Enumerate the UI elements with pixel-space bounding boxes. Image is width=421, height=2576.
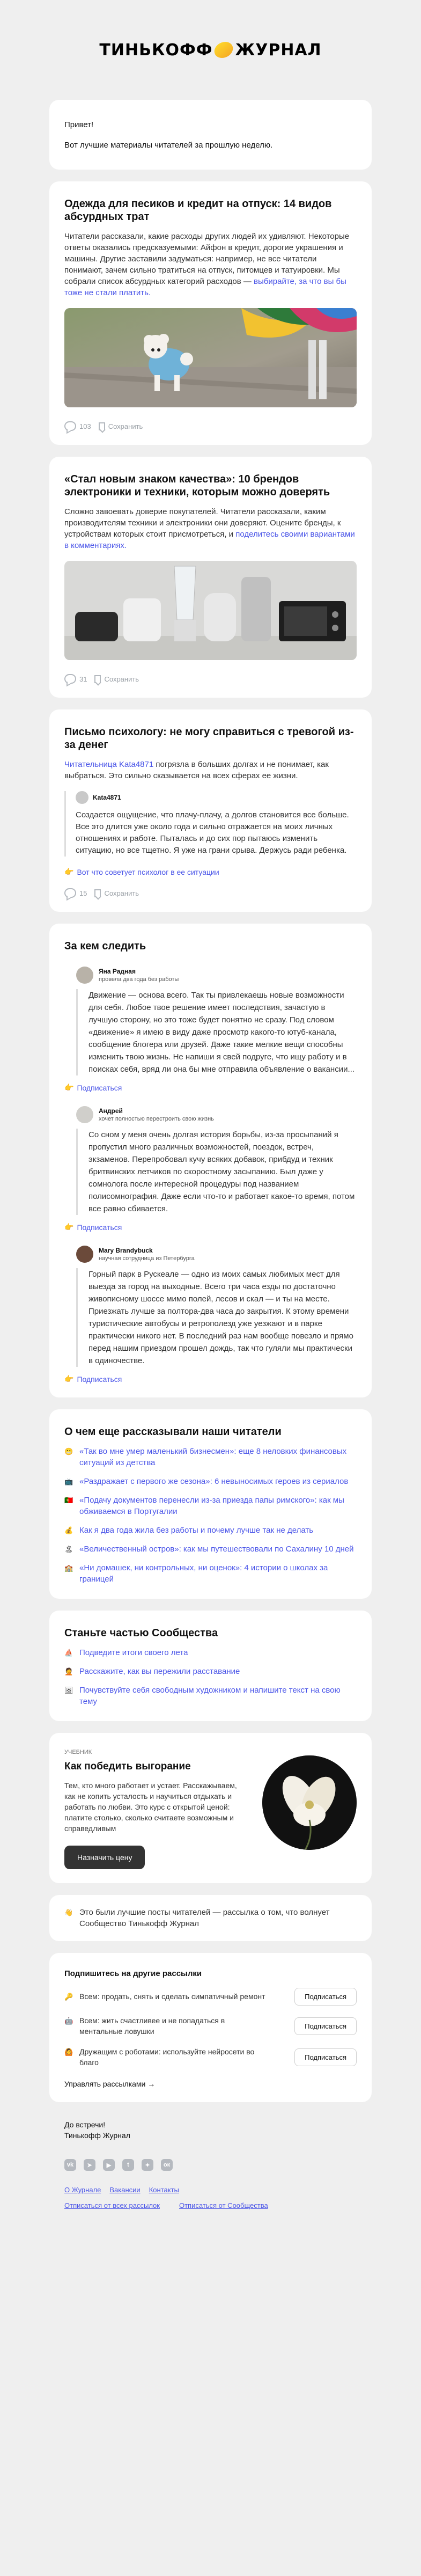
article-image-appliances[interactable] [64,561,357,660]
avatar [76,1246,93,1263]
reader-quote [64,791,357,857]
newsletter-text: Всем: продать, снять и сделать симпатичный ремонт [79,1992,265,2001]
community-link[interactable]: Подведите итоги своего лета [79,1648,188,1657]
subscribe-button[interactable]: Подписаться [294,1988,357,2006]
newsletter-row [64,2046,357,2068]
person-block [64,967,357,1092]
avatar [76,791,88,804]
list-item [64,1543,357,1555]
article-lead-text: Сложно завоевать доверие покупателей. Читатели рассказали, каким производителям техники и электроники они доверяют. Оцените бренды, к устройствам которых стоит присмотреться, и [64,507,341,539]
community-link[interactable]: Почувствуйте себя свободным художником и напишите текст на свою тему [79,1686,341,1706]
header-logo[interactable] [49,0,372,100]
newsletter-notice-card [49,1895,372,1941]
person-header[interactable] [76,967,357,984]
article-title[interactable]: Одежда для песиков и кредит на отпуск: 14 видов абсурдных трат [64,198,332,223]
person-block [64,1106,357,1232]
section-title: За кем следить [64,940,146,952]
emoji-icon: 🙆 [64,2048,73,2056]
comments-counter[interactable] [64,421,91,431]
list-item [64,1647,357,1658]
subscribe-link[interactable] [64,1374,357,1384]
emoji-icon: 🖼 [64,1686,73,1694]
newsletter-info [64,2015,268,2037]
article-lead-text: погрязла в больших долгах и не понимает, как выбраться. Это сильно сказывается на всех сферах ее жизни. [64,760,329,780]
article-lead-text: Читатели рассказали, какие расходы других людей их удивляют. Некоторые ответы оказались предсказуемыми: Айфон в кредит, дорогие украшения и машины. Другие заставили задуматься: например, не все читатели понимают, зачем сильно тратиться на отпуск, питомцев и татуировки. Мы собрали список абсурдных категорий расходов — [64,232,350,286]
emoji-icon: 🤦 [64,1667,73,1675]
unsubscribe-links [64,2201,372,2209]
emoji-icon: 😬 [64,1447,73,1455]
newsletter-row [64,2015,357,2037]
emoji-icon: ⛵ [64,1649,73,1657]
person-name: Андрей [99,1107,123,1115]
quote-text: Создается ощущение, что плачу-плачу, а долгов становится все больше. Все это длится уже около года и сильно отражается на моих личных отношениях и работе. Пыталась и до сих пор пытаюсь изменить ситуацию, но все тщетно. Я уже на грани срыва. Держусь ради ребенка. [76,810,349,855]
manage-subscriptions-link[interactable]: Управлять рассылками → [64,2080,156,2088]
author-link[interactable]: Читательница Kata4871 [64,760,154,769]
emoji-icon: 🤖 [64,2017,73,2025]
quote-author[interactable] [76,791,357,804]
unsubscribe-community-link[interactable]: Отписаться от Сообщества [179,2201,268,2209]
newsletter-text: Дружащим с роботами: используйте нейросети во благо [79,2047,255,2067]
story-link[interactable]: «Раздражает с первого же сезона»: 6 невыносимых героев из сериалов [79,1477,349,1486]
signature [49,2114,372,2141]
vk-icon[interactable]: vk [64,2159,76,2171]
list-item [64,1666,357,1677]
pointer-emoji-icon: 👉 [64,867,74,876]
person-name: Яна Радная [99,968,136,975]
twitter-icon[interactable]: t [122,2159,134,2171]
article-meta [64,421,357,431]
course-info [64,1749,249,1869]
bookmark-icon [99,422,105,430]
greeting: Привет! [64,120,94,129]
comments-counter[interactable] [64,674,87,684]
article-meta [64,674,357,684]
comments-counter[interactable] [64,888,87,898]
bookmark-icon [94,889,101,897]
article-lead [64,506,357,551]
notice [64,1907,357,1929]
person-post[interactable]: Со сном у меня очень долгая история борьбы, из-за просыпаний я пропустил много различных возможностей, поездок, встреч, экзаменов. Перепробовал кучу всяких добавок, прибдуд и техник бритвинских летчиков по скоростному засыпанию. Был даже у сомнолога после интересной процедуры под названием полисомнография. Даже если что-то и работает какое-то время, потом все равно сбивается. [76,1129,357,1215]
course-title[interactable]: Как победить выгорание [64,1761,191,1772]
person-role: научная сотрудница из Петербурга [99,1255,195,1262]
telegram-icon[interactable]: ➤ [84,2159,95,2171]
advice-link[interactable] [64,867,357,876]
person-block [64,1246,357,1384]
story-link[interactable]: «Так во мне умер маленький бизнесмен»: еще 8 неловких финансовых ситуаций из детства [79,1447,347,1467]
waving-hand-icon: 👋 [64,1908,73,1916]
emoji-icon: 🇵🇹 [64,1496,73,1504]
emoji-icon: 📺 [64,1477,73,1485]
emoji-icon: 🔑 [64,1993,73,2001]
pointer-emoji-icon: 👉 [64,1374,74,1383]
odnoklassniki-icon[interactable]: ок [161,2159,173,2171]
section-title: Подпишитесь на другие рассылки [64,1969,202,1978]
avatar [76,1106,93,1123]
section-title: О чем еще рассказывали наши читатели [64,1426,282,1438]
article-lead [64,231,357,298]
follow-card [49,924,372,1397]
save-button[interactable] [99,422,143,430]
footer-links [64,2186,372,2194]
subscribe-label: Подписаться [77,1083,122,1092]
story-link[interactable]: «Величественный остров»: как мы путешествовали по Сахалину 10 дней [79,1545,354,1554]
person-header[interactable] [76,1106,357,1123]
email-container [49,0,372,2209]
subscribe-button[interactable]: Подписаться [294,2017,357,2035]
list-item [64,1525,357,1536]
person-role: провела два года без работы [99,976,179,983]
logo-right-text: ЖУРНАЛ [235,40,322,60]
bye-line: До встречи! [64,2120,106,2129]
article-image-dog[interactable] [64,308,357,407]
subscribe-link[interactable] [64,1083,357,1092]
newsletter-info [64,2046,268,2068]
community-link[interactable]: Расскажите, как вы пережили расставание [79,1667,240,1676]
person-name: Mary Brandybuck [99,1247,153,1254]
article-link[interactable]: выбирайте, за что вы бы тоже не стали платить. [64,277,346,297]
comment-icon [64,888,76,898]
social-links [64,2159,372,2171]
save-button[interactable] [94,889,139,897]
signature-line: Тинькофф Журнал [64,2131,130,2140]
newsletter-row [64,1988,357,2006]
newsletters-card [49,1953,372,2102]
article-title[interactable]: Письмо психологу: не могу справиться с тревогой из-за денег [64,726,354,751]
article-meta [64,888,357,898]
intro-text: Вот лучшие материалы читателей за прошлую неделю. [64,141,273,150]
list-item [64,1446,357,1468]
logo-left-text: ТИНЬКОФФ [99,40,213,60]
pointer-emoji-icon: 👉 [64,1083,74,1092]
unsubscribe-all-link[interactable]: Отписаться от всех рассылок [64,2201,160,2209]
story-link[interactable]: «Ни домашек, ни контрольных, ни оценок»: 4 истории о школах за границей [79,1563,328,1584]
notice-text: Это были лучшие посты читателей — рассылка о том, что волнует Сообщество Тинькофф Журнал [79,1908,330,1928]
emoji-icon: 🏫 [64,1564,73,1572]
newsletter-text: Всем: жить счастливее и не попадаться в ментальные ловушки [79,2016,225,2036]
course-label: УЧЕБНИК [64,1749,92,1755]
logo[interactable] [99,41,321,60]
list-item [64,1495,357,1517]
article-card-3 [49,709,372,912]
article-title[interactable]: «Стал новым знаком качества»: 10 брендов электроники и техники, которым можно доверять [64,473,330,498]
person-post[interactable]: Горный парк в Рускеале — одно из моих самых любимых мест для выезда за город на выходные. Всего три часа езды по достаточно живописному шоссе мимо полей, лесов и скал — и ты на месте. Приезжать лучше за полтора-два часа до закрытия. К этому времени туристические автобусы и ретрополезд уже уезжают и в парке практически никого нет. В последний раз нам вообще повезло и прямо перед нашим приездом прошел дождь, так что гуляли мы практически в одиночестве. [76,1268,357,1367]
pointer-emoji-icon: 👉 [64,1223,74,1231]
course-image-flower[interactable] [262,1755,357,1850]
save-label: Сохранить [108,422,143,430]
course-layout [64,1749,357,1869]
avatar [76,967,93,984]
emoji-icon: 💰 [64,1526,73,1534]
community-card [49,1611,372,1721]
save-button[interactable] [94,675,139,683]
subscribe-label: Подписаться [77,1374,122,1384]
person-role: хочет полностью перестроить свою жизнь [99,1116,214,1122]
youtube-icon[interactable]: ▶ [103,2159,115,2171]
newsletter-info [64,1991,268,2002]
article-card-1 [49,181,372,445]
course-card [49,1733,372,1883]
contacts-link[interactable]: Контакты [149,2186,179,2194]
subscribe-label: Подписаться [77,1223,122,1232]
zen-icon[interactable]: ✦ [142,2159,153,2171]
comment-icon [64,421,76,431]
list-item [64,1685,357,1707]
about-link[interactable]: О Журнале [64,2186,101,2194]
set-price-button[interactable]: Назначить цену [64,1846,145,1869]
article-card-2 [49,457,372,698]
comments-count: 103 [79,422,91,430]
bookmark-icon [94,675,101,683]
comments-count: 15 [79,889,87,897]
subscribe-link[interactable] [64,1223,357,1232]
emoji-icon: 🏝 [64,1545,73,1553]
quote-author-name: Kata4871 [93,794,121,801]
list-item [64,1476,357,1487]
intro-card [49,100,372,170]
story-link[interactable]: «Подачу документов перенесли из-за приезда папы римского»: как мы обживаемся в Португалии [79,1496,344,1516]
course-text: Тем, кто много работает и устает. Расскажываем, как не копить усталость и научиться отдыхать и работать по любви. Это курс с открытой ценой: платите столько, сколько считаете возможным и справедливым [64,1781,237,1833]
person-post[interactable]: Движение — основа всего. Так ты привлекаешь новые возможности для себя. Любое твое решение имеет последствия, зачастую в лучшую сторону, но это тоже будет понятно не сразу. Под словом «движение» я имею в виду даже просмотр какого-то ютуб-канала, сообщение блогера или друзей. Даже такие мелкие вещи способны изменить твою жизнь. Не напиши я свей подруге, что ищу работу и в поисках себя, вряд ли она бы мне отправила объявление о вакансии... [76,989,357,1075]
list-item [64,1562,357,1585]
save-label: Сохранить [104,675,139,683]
logo-shield-icon [213,42,234,58]
person-header[interactable] [76,1246,357,1263]
comments-count: 31 [79,675,87,683]
article-lead [64,759,357,781]
advice-text: Вот что советует психолог в ее ситуации [77,867,219,876]
save-label: Сохранить [104,889,139,897]
section-title: Станьте частью Сообщества [64,1627,218,1639]
more-stories-card [49,1409,372,1599]
subscribe-button[interactable]: Подписаться [294,2048,357,2066]
vacancies-link[interactable]: Вакансии [109,2186,141,2194]
comment-icon [64,674,76,684]
story-link[interactable]: Как я два года жила без работы и почему лучше так не делать [79,1526,314,1535]
article-link[interactable]: поделитесь своими вариантами в комментариях. [64,530,355,550]
